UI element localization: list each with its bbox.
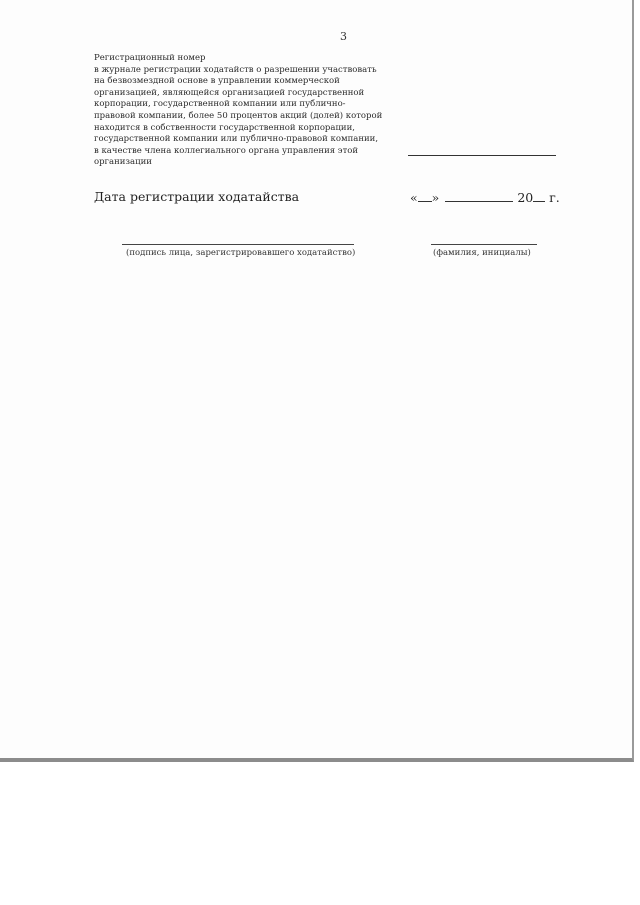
signature-field[interactable] [122,244,354,245]
open-quote: « [410,190,418,205]
registration-text-line: организацией, являющейся организацией государственной [94,87,365,98]
registration-text-line: в журнале регистрации ходатайств о разрешении участвовать [94,64,377,75]
registration-number-field[interactable] [408,155,556,156]
registration-text-line: в качестве члена коллегиального органа управления этой [94,145,359,156]
registration-date-label: Дата регистрации ходатайства [94,189,300,204]
registration-text-line: правовой компании, более 50 процентов акций (долей) которой [94,110,383,121]
year-field[interactable] [533,189,545,202]
day-field[interactable] [418,189,432,202]
page-number: 3 [340,30,347,43]
close-quote: » [431,190,440,205]
year-suffix: г. [549,190,560,205]
year-prefix: 20 [517,190,534,205]
registration-text-line: на безвозмездной основе в управлении коммерческой [94,76,340,87]
month-field[interactable] [445,189,513,202]
signature-caption: (подпись лица, зарегистрировавшего ходатайство) [126,248,356,258]
registration-number-label [94,53,394,169]
name-initials-caption: (фамилия, инициалы) [433,248,531,258]
name-initials-field[interactable] [431,244,537,245]
registration-text-line: находится в собственности государственной корпорации, [94,122,355,133]
registration-text-line: организации [94,157,152,168]
registration-text-line: государственной компании или публично-правовой компании, [94,134,379,145]
registration-date-fields [410,189,560,205]
registration-text-line: Регистрационный номер [94,53,206,63]
registration-text-line: корпорации, государственной компании или публично- [94,99,346,110]
